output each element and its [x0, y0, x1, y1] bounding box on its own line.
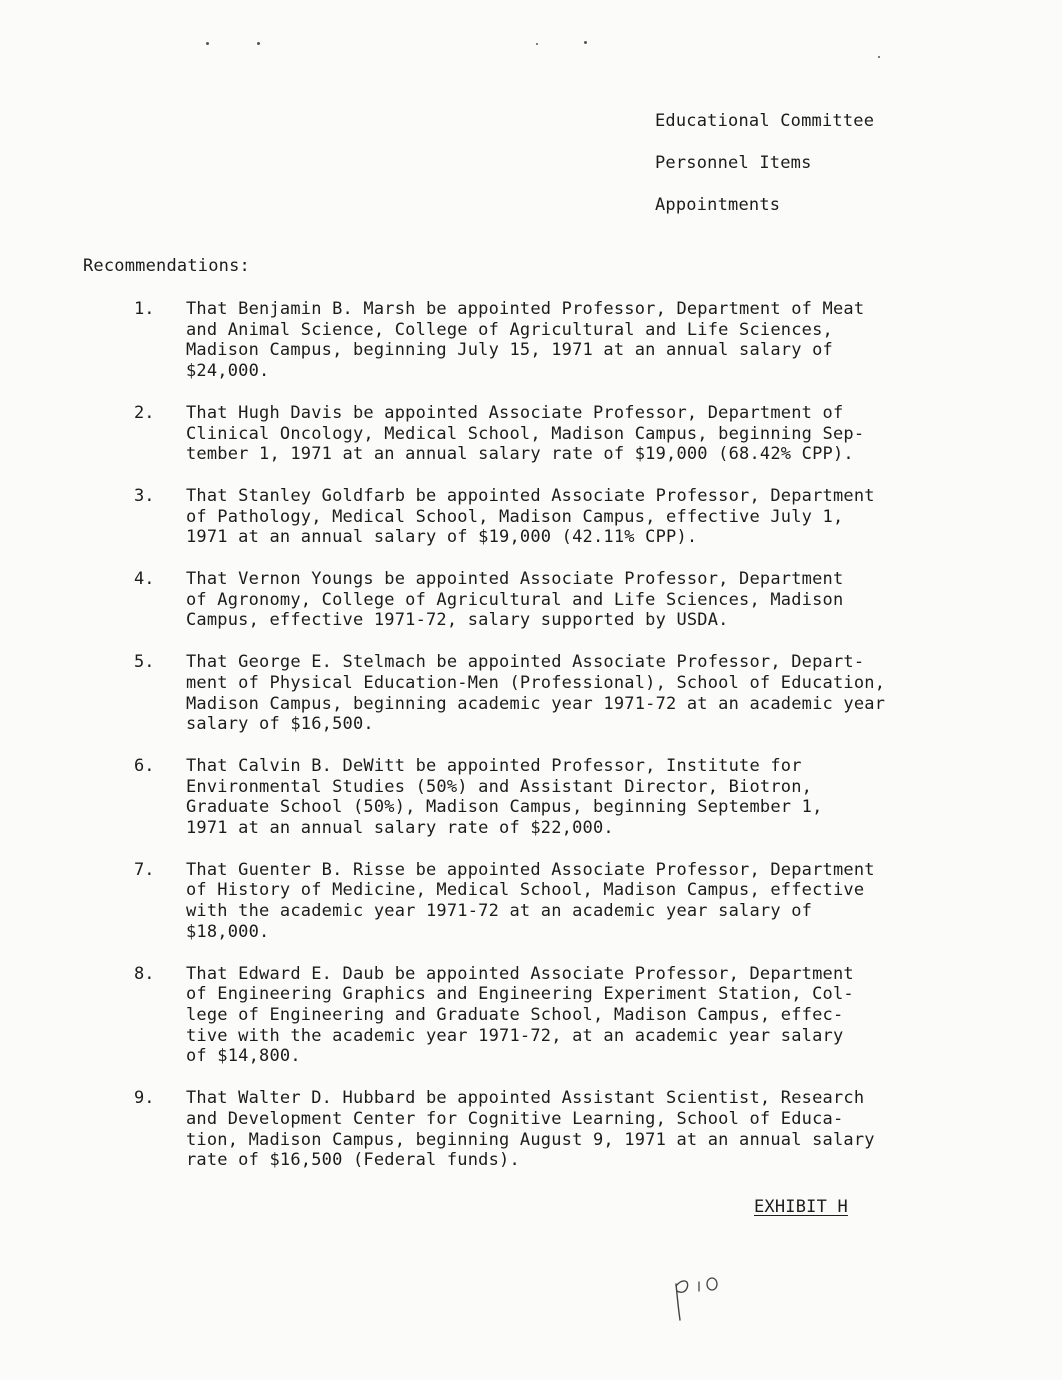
list-item: [0, 756, 1062, 839]
committee-title: Educational Committee: [655, 111, 875, 131]
list-item: [0, 486, 1062, 548]
scan-speck: [878, 56, 880, 58]
scan-speck: [257, 42, 260, 45]
list-item: [0, 1088, 1062, 1171]
item-text: That Guenter B. Risse be appointed Associate Professor, Department of History of Medicine, Medical School, Madison Campus, effective with the academic year 1971-72 at an academic year salary of $18,000.: [186, 859, 875, 942]
item-number: 8.: [134, 963, 155, 984]
item-text: That Edward E. Daub be appointed Associate Professor, Department of Engineering Graphics and Engineering Experiment Station, Col- lege of Engineering and Graduate School, Madison Campus, effec- tive with the academic year 1971-72, at an academic year salary of $14,800.: [186, 963, 854, 1067]
scan-speck: [536, 43, 538, 45]
list-item: [0, 860, 1062, 943]
list-item: [0, 964, 1062, 1068]
item-text: That Hugh Davis be appointed Associate Professor, Department of Clinical Oncology, Medical School, Madison Campus, beginning Sep- tember 1, 1971 at an annual salary rate of $19,000 (68.42% CPP).: [186, 402, 865, 465]
item-number: 1.: [134, 299, 155, 319]
scan-speck: [206, 42, 209, 45]
item-number: 7.: [134, 859, 155, 880]
recommendations-list: [0, 299, 1062, 1192]
recommendations-heading: Recommendations:: [83, 256, 250, 276]
list-item: [0, 652, 1062, 735]
item-number: 6.: [134, 755, 155, 776]
document-header: [655, 108, 874, 234]
item-text: That Calvin B. DeWitt be appointed Professor, Institute for Environmental Studies (50%) and Assistant Director, Biotron, Graduate School (50%), Madison Campus, beginning September 1, 1971 at an annual salary rate of $22,000.: [186, 755, 823, 839]
scan-speck: [584, 41, 587, 44]
list-item: [0, 403, 1062, 465]
item-text: That George E. Stelmach be appointed Associate Professor, Depart- ment of Physical Education-Men (Professional), School of Education, Madison Campus, beginning academic year 1971-72 at an academic year salary of $16,500.: [186, 652, 886, 735]
subsection-title: Appointments: [655, 195, 781, 215]
list-item: [0, 569, 1062, 631]
handwritten-page-note: [668, 1272, 728, 1322]
item-text: That Walter D. Hubbard be appointed Assistant Scientist, Research and Development Center for Cognitive Learning, School of Educa- tion, Madison Campus, beginning August 9, 1971 at an annual salary rate of $16,500 (Federal funds).: [186, 1088, 875, 1171]
item-number: 4.: [134, 569, 155, 590]
list-item: [0, 299, 1062, 382]
item-text: That Vernon Youngs be appointed Associate Professor, Department of Agronomy, College of Agricultural and Life Sciences, Madison Campus, effective 1971-72, salary supported by USDA.: [186, 569, 844, 631]
item-number: 9.: [134, 1088, 155, 1109]
item-number: 2.: [134, 402, 155, 423]
section-title: Personnel Items: [655, 153, 812, 173]
item-text: That Stanley Goldfarb be appointed Associate Professor, Department of Pathology, Medical School, Madison Campus, effective July 1, 1971 at an annual salary of $19,000 (42.11% CPP).: [186, 485, 875, 548]
item-number: 5.: [134, 652, 155, 673]
exhibit-label: EXHIBIT H: [754, 1197, 848, 1217]
item-text: That Benjamin B. Marsh be appointed Professor, Department of Meat and Animal Science, College of Agricultural and Life Sciences, Madison Campus, beginning July 15, 1971 at an annual salary of $24,000.: [186, 299, 865, 382]
item-number: 3.: [134, 485, 155, 506]
